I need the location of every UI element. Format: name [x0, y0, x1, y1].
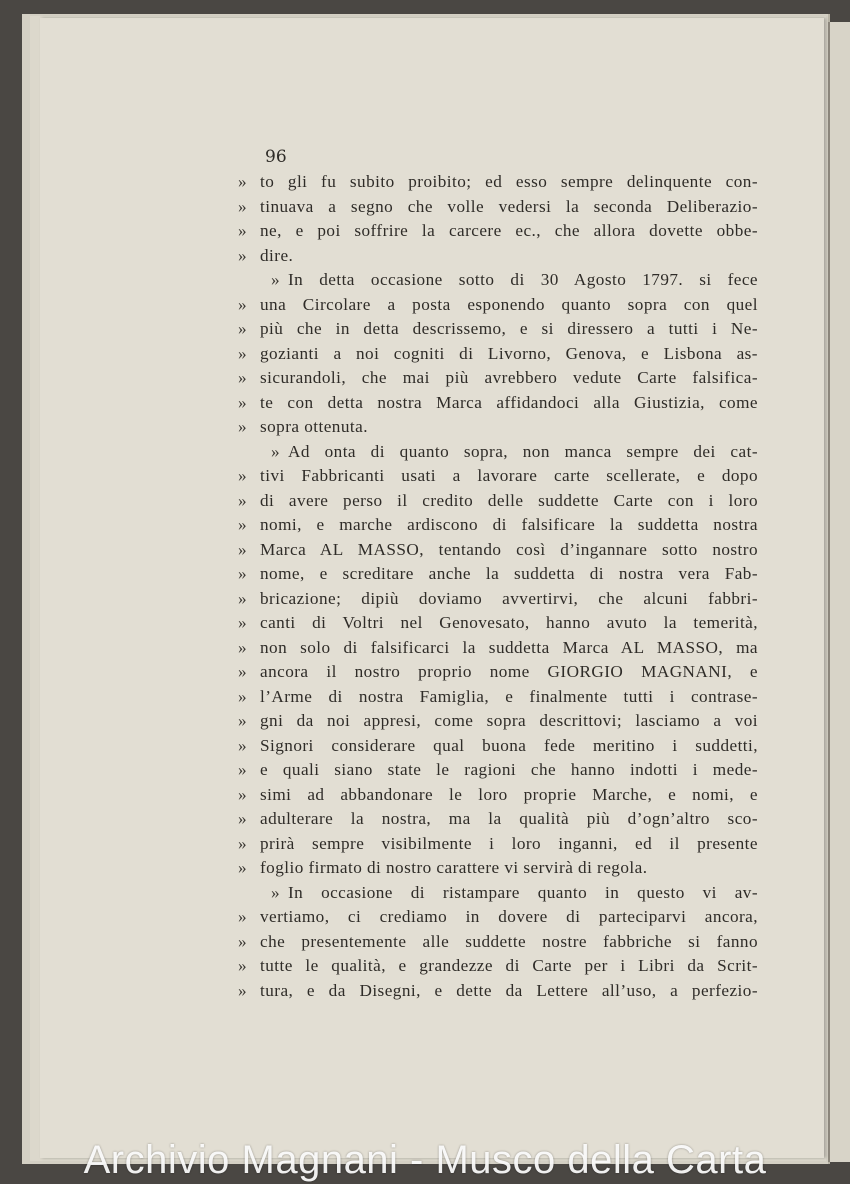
line-text: più che in detta descrissemo, e si diressero a tutti i Ne- — [260, 319, 758, 338]
quote-mark: » — [238, 564, 248, 583]
quote-mark: » — [238, 466, 248, 485]
line-text: tutte le qualità, e grandezze di Carte per i Libri da Scrit- — [260, 956, 758, 975]
text-line — [238, 856, 758, 881]
quote-mark: » — [238, 858, 248, 877]
quote-mark: » — [238, 760, 248, 779]
line-text: e quali siano state le ragioni che hanno indotti i mede- — [260, 760, 758, 779]
line-text: ne, e poi soffrire la carcere ec., che allora dovette obbe- — [260, 221, 758, 240]
text-line — [238, 244, 758, 269]
line-text: foglio firmato di nostro carattere vi servirà di regola. — [260, 858, 648, 877]
quote-mark: » — [238, 613, 248, 632]
quote-mark: » — [238, 637, 248, 657]
line-text: nomi, e marche ardiscono di falsificare la suddetta nostra — [260, 515, 758, 534]
line-text: Marca AL MASSO, tentando così d’ingannare sotto nostro — [260, 539, 758, 559]
line-text: una Circolare a posta esponendo quanto sopra con quel — [260, 294, 758, 314]
line-text: non solo di falsificarci la suddetta Marca AL MASSO, ma — [260, 637, 758, 657]
quote-mark: » — [238, 956, 248, 975]
quote-mark: » — [238, 490, 248, 510]
line-text: canti di Voltri nel Genovesato, hanno avuto la temerità, — [260, 613, 758, 632]
page-text-block — [238, 170, 758, 1003]
quote-mark: » — [270, 270, 280, 289]
text-line — [238, 513, 758, 538]
quote-mark: » — [238, 809, 248, 828]
line-text: Signori considerare qual buona fede meritino i suddetti, — [260, 735, 758, 755]
text-line — [238, 391, 758, 416]
quote-mark: » — [238, 686, 248, 706]
quote-mark: » — [270, 882, 280, 902]
quote-mark: » — [238, 907, 248, 926]
text-line — [238, 685, 758, 710]
line-text: che presentemente alle suddette nostre fabbriche si fanno — [260, 931, 758, 951]
line-text: prirà sempre visibilmente i loro inganni, ed il presente — [260, 833, 758, 853]
text-line — [238, 930, 758, 955]
text-line — [238, 195, 758, 220]
quote-mark: » — [238, 711, 248, 730]
quote-mark: » — [238, 980, 248, 1000]
line-text: bricazione; dipiù doviamo avvertirvi, che alcuni fabbri- — [260, 588, 758, 608]
line-text: dire. — [260, 245, 294, 265]
line-text: nome, e screditare anche la suddetta di nostra vera Fab- — [260, 564, 758, 583]
quote-mark: » — [238, 172, 248, 191]
text-line — [238, 587, 758, 612]
text-line — [238, 562, 758, 587]
quote-mark: » — [238, 833, 248, 853]
text-line — [238, 758, 758, 783]
text-line — [238, 954, 758, 979]
line-text: l’Arme di nostra Famiglia, e finalmente tutti i contrase- — [260, 686, 758, 706]
quote-mark: » — [238, 221, 248, 240]
text-line — [238, 611, 758, 636]
text-line — [238, 979, 758, 1004]
line-text: adulterare la nostra, ma la qualità più d’ogn’altro sco- — [260, 809, 758, 828]
archive-watermark: Archivio Magnani - Musco della Carta — [83, 1138, 767, 1182]
quote-mark: » — [238, 294, 248, 314]
text-line — [238, 342, 758, 367]
line-text: In occasione di ristampare quanto in questo vi av- — [288, 882, 758, 902]
line-text: sopra ottenuta. — [260, 417, 368, 436]
text-line — [238, 783, 758, 808]
text-line — [238, 219, 758, 244]
text-line — [238, 317, 758, 342]
text-line — [238, 832, 758, 857]
line-text: ancora il nostro proprio nome GIORGIO MAGNANI, e — [260, 662, 758, 681]
quote-mark: » — [238, 784, 248, 804]
quote-mark: » — [238, 539, 248, 559]
text-line — [238, 415, 758, 440]
quote-mark: » — [238, 343, 248, 363]
next-page-edge — [828, 22, 850, 1162]
text-line — [238, 636, 758, 661]
line-text: tinuava a segno che volle vedersi la seconda Deliberazio- — [260, 196, 758, 216]
text-line — [238, 366, 758, 391]
quote-mark: » — [238, 735, 248, 755]
quote-mark: » — [238, 392, 248, 412]
text-line — [238, 881, 758, 906]
quote-mark: » — [238, 588, 248, 608]
line-text: to gli fu subito proibito; ed esso sempre delinquente con- — [260, 172, 758, 191]
text-line — [238, 464, 758, 489]
line-text: In detta occasione sotto di 30 Agosto 1797. si fece — [288, 270, 758, 289]
quote-mark: » — [270, 441, 280, 461]
quote-mark: » — [238, 368, 248, 387]
quote-mark: » — [238, 931, 248, 951]
line-text: vertiamo, ci crediamo in dovere di parteciparvi ancora, — [260, 907, 758, 926]
line-text: simi ad abbandonare le loro proprie Marche, e nomi, e — [260, 784, 758, 804]
quote-mark: » — [238, 319, 248, 338]
text-line — [238, 268, 758, 293]
text-line — [238, 734, 758, 759]
line-text: te con detta nostra Marca affidandoci alla Giustizia, come — [260, 392, 758, 412]
text-line — [238, 660, 758, 685]
line-text: di avere perso il credito delle suddette Carte con i loro — [260, 490, 758, 510]
page-number: 96 — [265, 147, 287, 167]
text-line — [238, 489, 758, 514]
text-line — [238, 709, 758, 734]
line-text: Ad onta di quanto sopra, non manca sempre dei cat- — [288, 441, 758, 461]
line-text: sicurandoli, che mai più avrebbero vedute Carte falsifica- — [260, 368, 758, 387]
quote-mark: » — [238, 417, 248, 436]
text-line — [238, 440, 758, 465]
quote-mark: » — [238, 662, 248, 681]
text-line — [238, 905, 758, 930]
text-line — [238, 293, 758, 318]
text-line — [238, 170, 758, 195]
text-line — [238, 538, 758, 563]
line-text: gozianti a noi cogniti di Livorno, Genova, e Lisbona as- — [260, 343, 758, 363]
line-text: gni da noi appresi, come sopra descrittovi; lasciamo a voi — [260, 711, 758, 730]
quote-mark: » — [238, 196, 248, 216]
text-line — [238, 807, 758, 832]
line-text: tivi Fabbricanti usati a lavorare carte scellerate, e dopo — [260, 466, 758, 485]
line-text: tura, e da Disegni, e dette da Lettere all’uso, a perfezio- — [260, 980, 758, 1000]
quote-mark: » — [238, 515, 248, 534]
quote-mark: » — [238, 245, 248, 265]
